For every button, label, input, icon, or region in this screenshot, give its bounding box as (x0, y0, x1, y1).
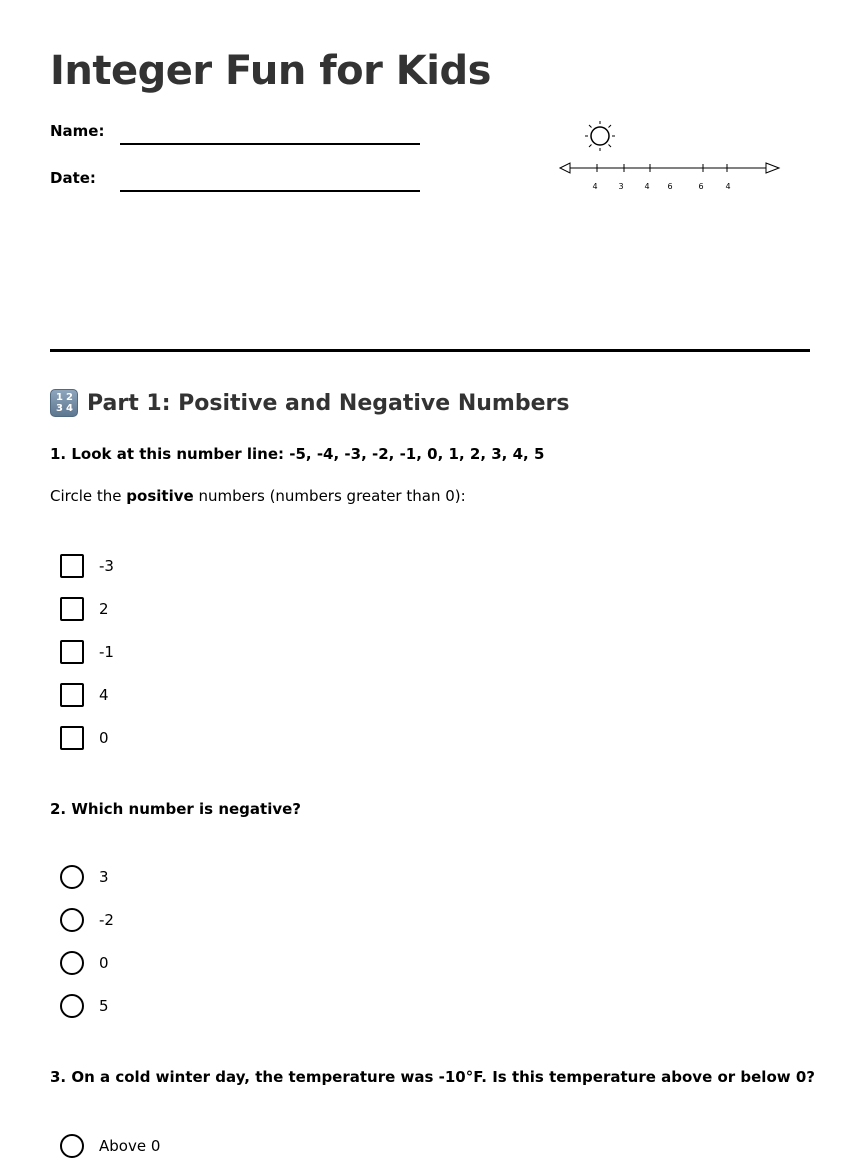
checkbox[interactable] (60, 726, 84, 750)
checkbox[interactable] (60, 597, 84, 621)
q2-option[interactable] (60, 951, 109, 975)
tick-label: 6 (667, 182, 673, 191)
worksheet-title: Integer Fun for Kids (50, 48, 491, 94)
instruction-text: Circle the (50, 487, 127, 505)
tick-label: 4 (644, 182, 650, 191)
keycap-1234-icon: 1 2 3 4 (50, 389, 78, 417)
tick-label: 4 (592, 182, 598, 191)
checkbox[interactable] (60, 683, 84, 707)
number-line (560, 163, 779, 173)
number-line-illustration (550, 112, 790, 202)
q1-option[interactable] (60, 683, 109, 707)
name-label: Name: (50, 122, 105, 140)
q1-option[interactable] (60, 726, 109, 750)
question-1-instruction (50, 487, 466, 505)
tick-label: 3 (618, 182, 624, 191)
q2-option[interactable] (60, 994, 109, 1018)
tick-label: 6 (698, 182, 704, 191)
option-label: -1 (99, 643, 114, 661)
radio-button[interactable] (60, 1134, 84, 1158)
option-label: 4 (99, 686, 109, 704)
date-label: Date: (50, 169, 96, 187)
option-label: -3 (99, 557, 114, 575)
radio-button[interactable] (60, 951, 84, 975)
checkbox[interactable] (60, 554, 84, 578)
radio-button[interactable] (60, 908, 84, 932)
option-label: 3 (99, 868, 109, 886)
question-2: 2. Which number is negative? (50, 800, 302, 818)
q1-option[interactable] (60, 554, 114, 578)
checkbox[interactable] (60, 640, 84, 664)
option-label: 0 (99, 729, 109, 747)
radio-button[interactable] (60, 865, 84, 889)
option-label: 0 (99, 954, 109, 972)
question-1: 1. Look at this number line: -5, -4, -3, -2, -1, 0, 1, 2, 3, 4, 5 (50, 445, 545, 463)
q2-option[interactable] (60, 908, 114, 932)
question-3: 3. On a cold winter day, the temperature was -10°F. Is this temperature above or below 0? (50, 1068, 815, 1086)
option-label: 2 (99, 600, 109, 618)
q2-option[interactable] (60, 865, 109, 889)
part1-heading-text: Part 1: Positive and Negative Numbers (87, 390, 570, 416)
option-label: 5 (99, 997, 109, 1015)
q1-option[interactable] (60, 597, 109, 621)
sun-icon (585, 121, 615, 151)
option-label: -2 (99, 911, 114, 929)
option-label: Above 0 (99, 1137, 161, 1155)
part1-heading (50, 389, 569, 417)
name-line[interactable] (120, 143, 420, 145)
radio-button[interactable] (60, 994, 84, 1018)
q1-option[interactable] (60, 640, 114, 664)
date-line[interactable] (120, 190, 420, 192)
instruction-text: numbers (numbers greater than 0): (193, 487, 466, 505)
section-divider (50, 349, 810, 352)
q3-option[interactable] (60, 1134, 160, 1158)
tick-label: 4 (725, 182, 731, 191)
instruction-emphasis: positive (126, 487, 194, 505)
